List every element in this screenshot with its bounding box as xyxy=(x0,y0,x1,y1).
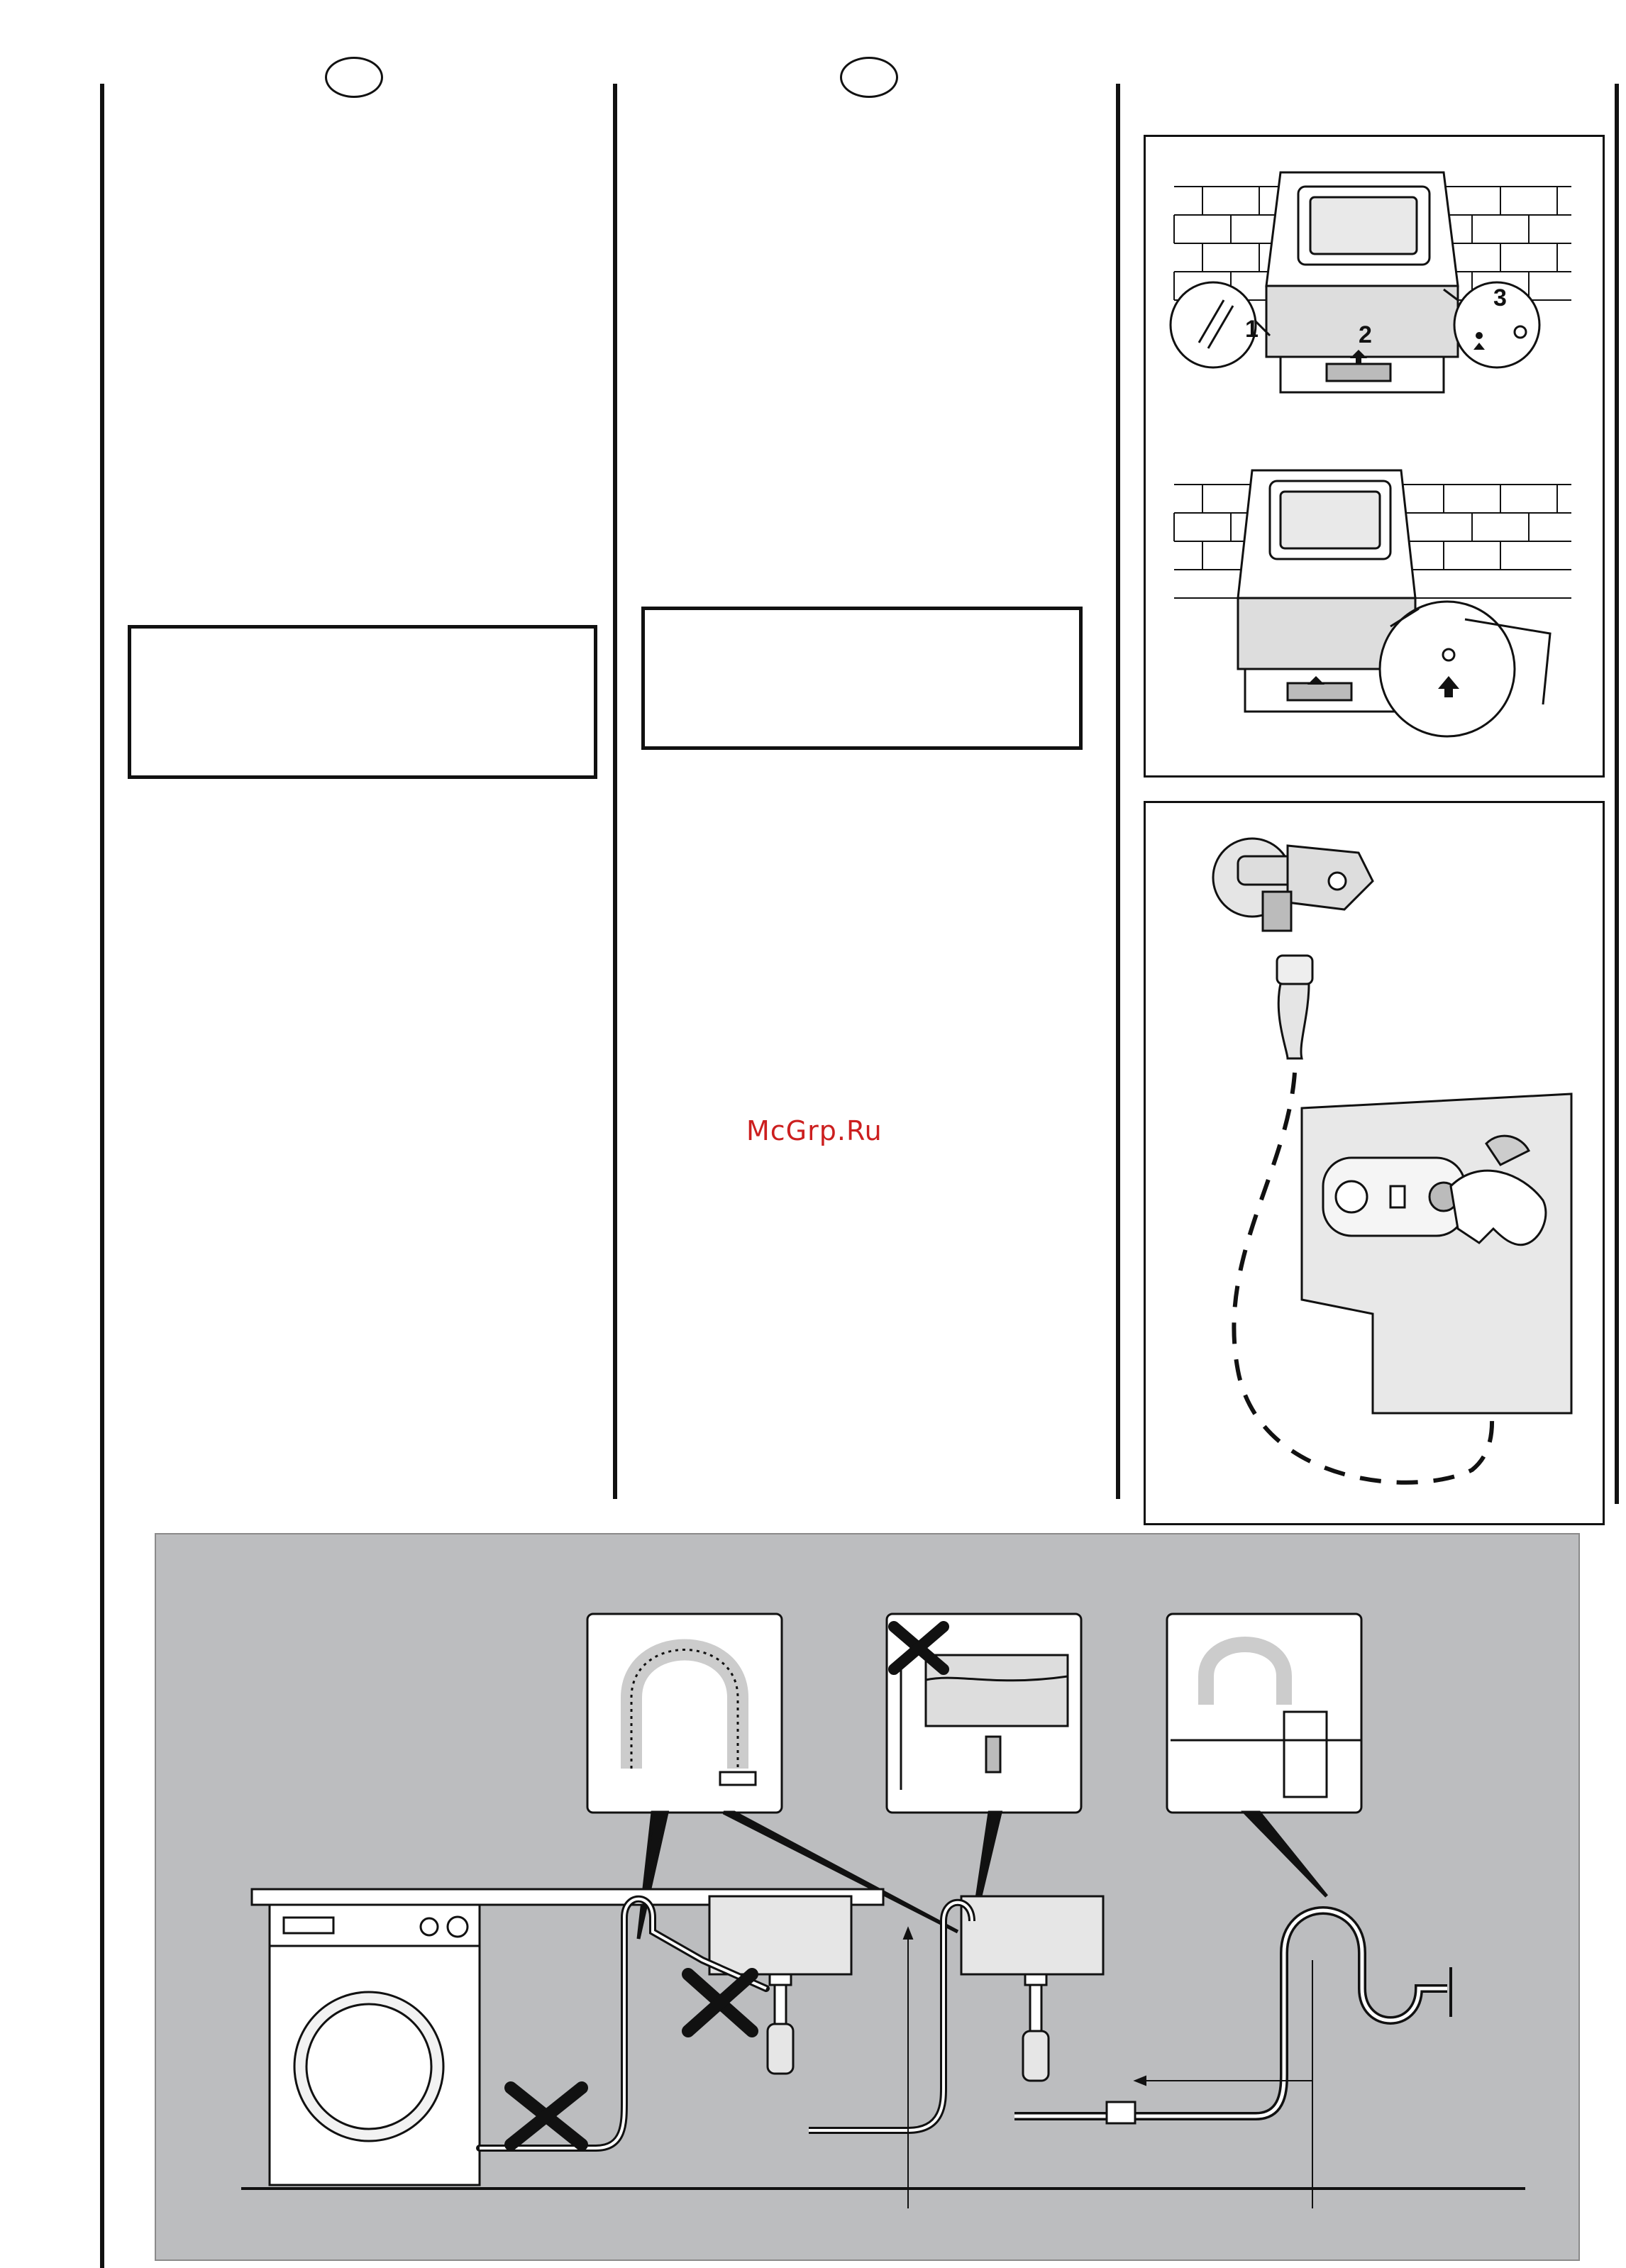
wrong-cross-icon-3 xyxy=(511,2088,582,2145)
column-rule-middle xyxy=(613,84,617,1499)
machine-back-panel xyxy=(1302,1094,1571,1413)
drain-illustration xyxy=(156,1534,1578,2259)
machine-top xyxy=(1266,172,1458,392)
callout-label-1: 1 xyxy=(1245,316,1259,343)
washing-machine xyxy=(270,1905,480,2185)
watermark: McGrp.Ru xyxy=(746,1115,883,1146)
column-rule-far-right xyxy=(1615,84,1619,1504)
tap-icon xyxy=(1213,839,1373,931)
inset-correct-hook xyxy=(587,1614,782,1813)
language-marker-left xyxy=(325,57,383,98)
wrong-cross-icon-2 xyxy=(688,1974,752,2031)
callout-label-3: 3 xyxy=(1493,284,1507,311)
figure-drain-panel xyxy=(155,1533,1580,2261)
figure-levelling xyxy=(1144,135,1605,778)
sink-right xyxy=(961,1896,1103,2081)
inlet-hose-icon xyxy=(1277,956,1312,1058)
warning-box-left xyxy=(128,625,597,779)
warning-box-middle xyxy=(641,607,1083,750)
language-marker-middle xyxy=(840,57,898,98)
callout-label-2: 2 xyxy=(1359,321,1372,348)
water-inlet-illustration xyxy=(1146,803,1603,1523)
detail-callout xyxy=(1380,602,1550,736)
column-rule-right xyxy=(1116,84,1120,1499)
column-rule-left xyxy=(100,84,104,2268)
levelling-illustration xyxy=(1146,137,1603,775)
figure-water-inlet xyxy=(1144,801,1605,1525)
inset-correct-standpipe xyxy=(1167,1614,1362,1813)
